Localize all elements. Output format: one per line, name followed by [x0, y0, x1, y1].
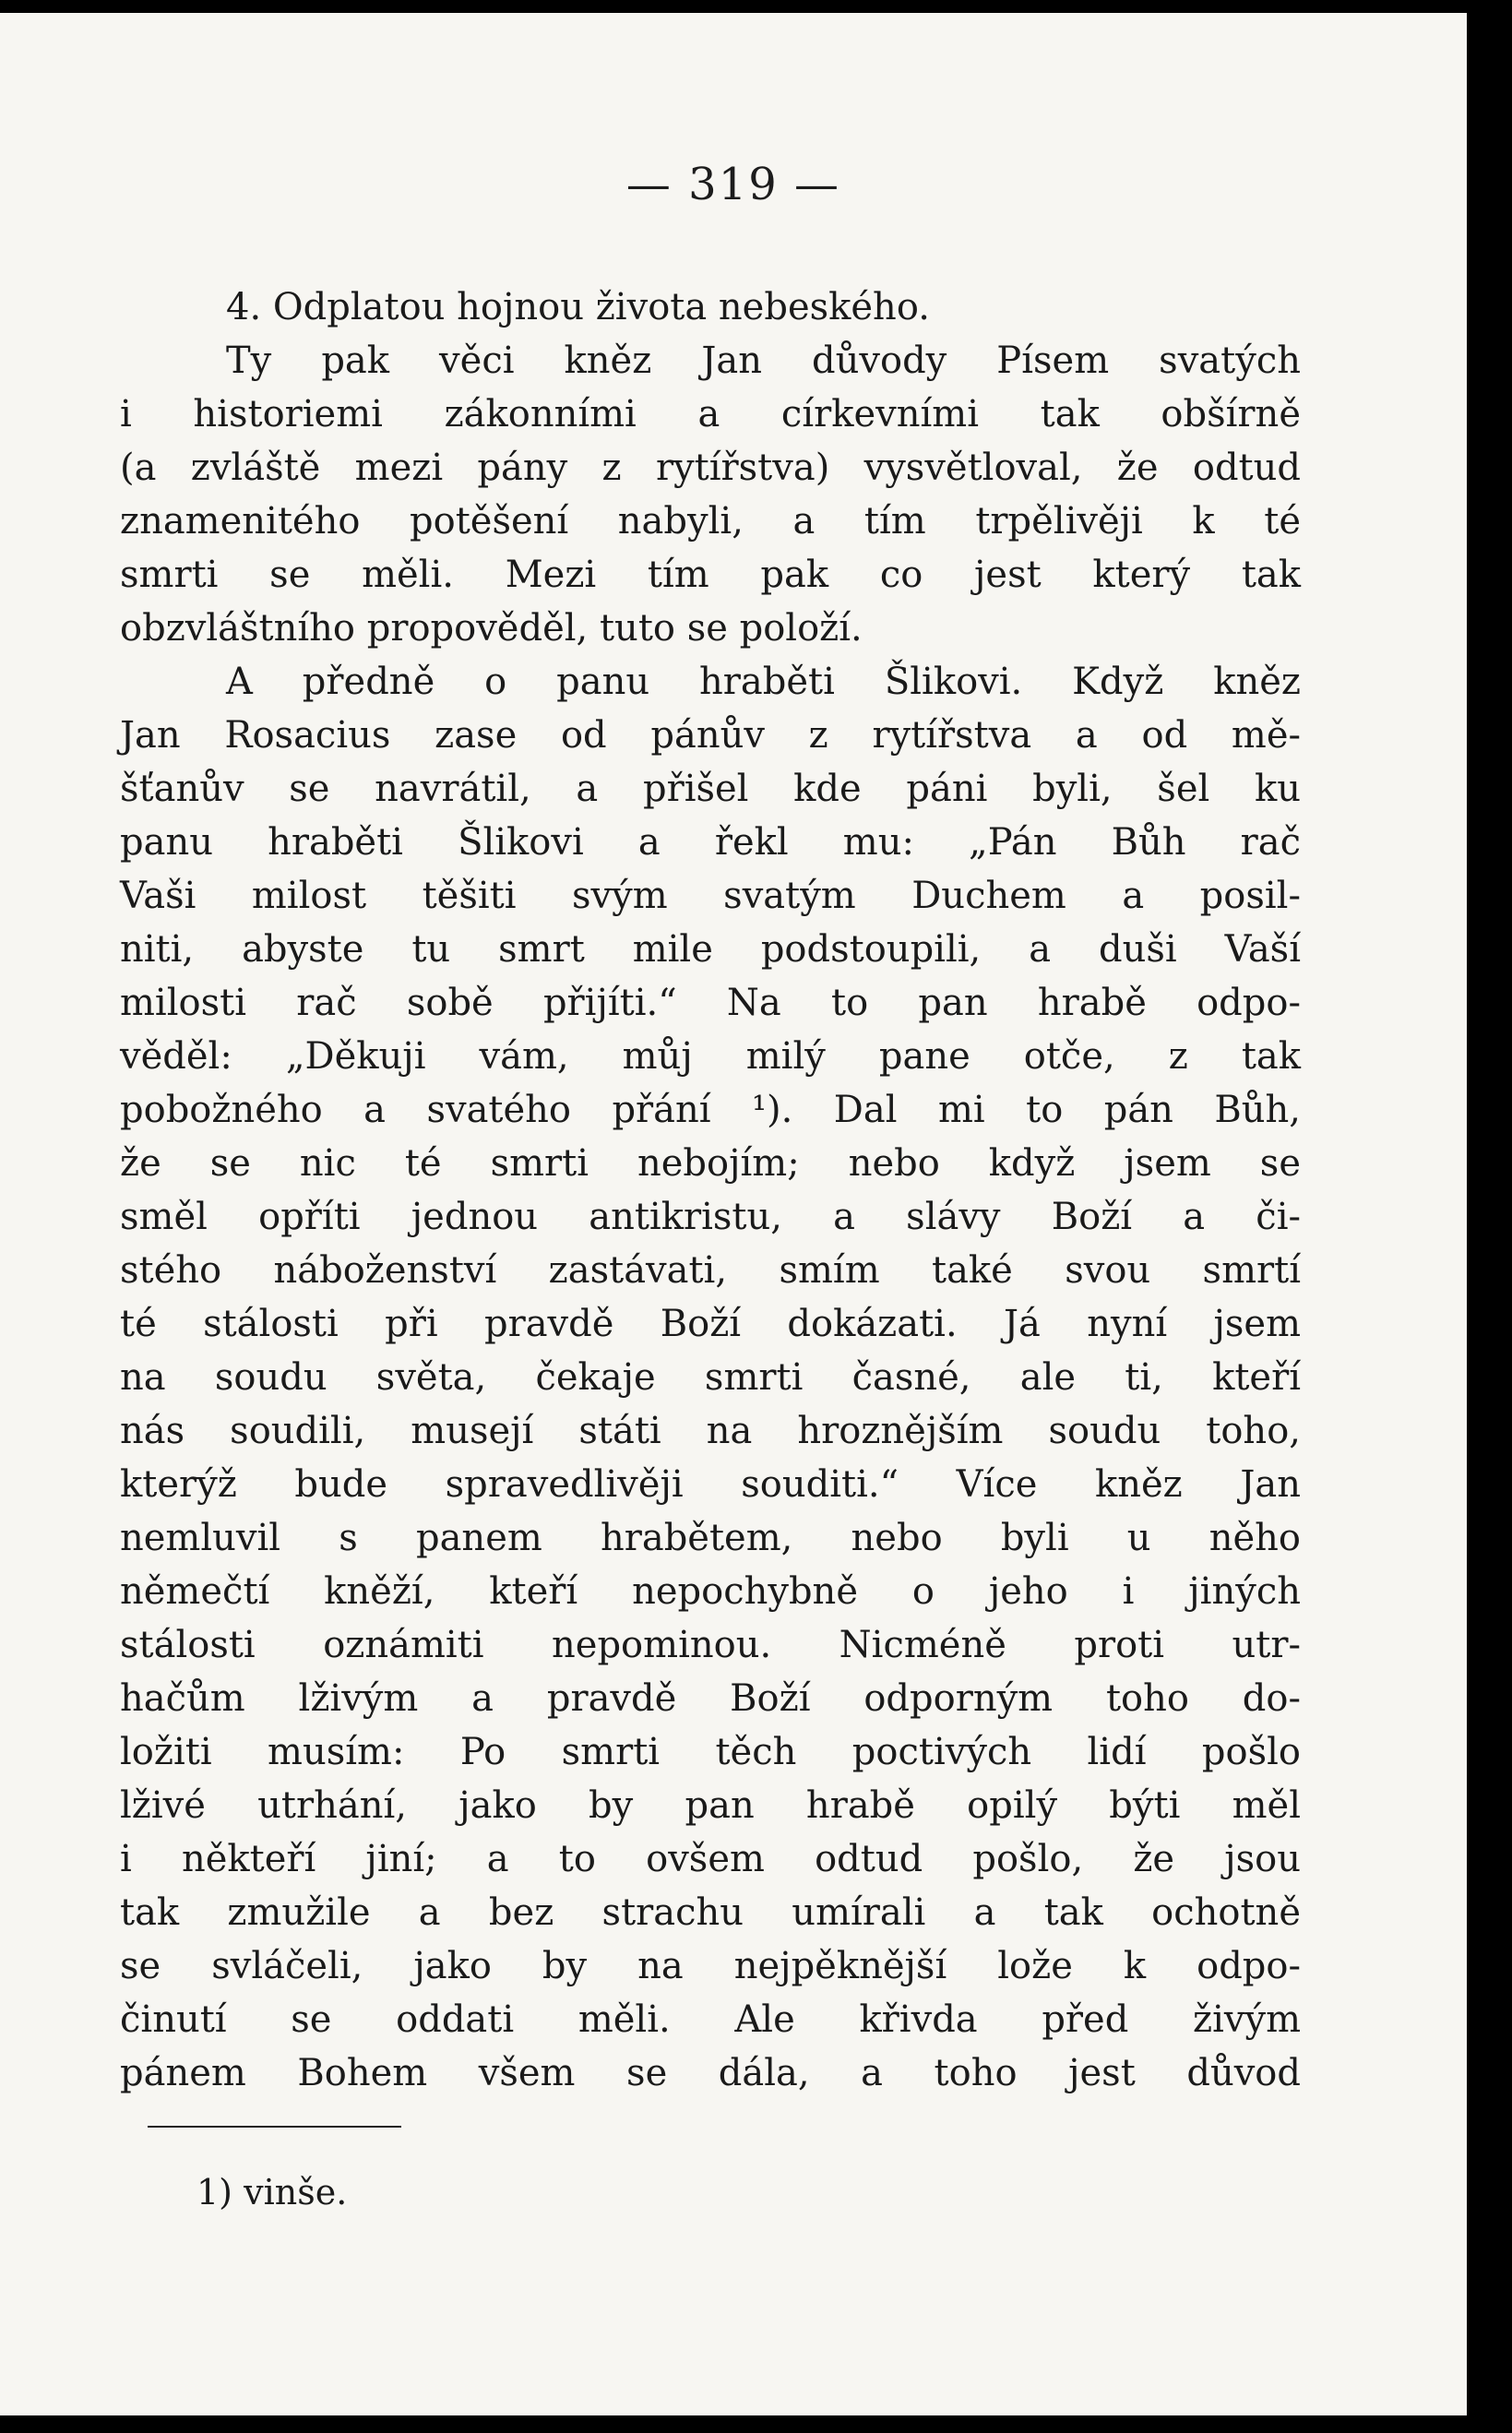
text-line: stálosti oznámiti nepominou. Nicméně proti utr- [120, 1624, 1301, 1666]
text-line: činutí se oddati měli. Ale křivda před živým [120, 1998, 1301, 2041]
text-line: šťanův se navrátil, a přišel kde páni byli, šel ku [120, 768, 1301, 810]
text-line: panu hraběti Šlikovi a řekl mu: „Pán Bůh rač [120, 821, 1301, 864]
text-line: pánem Bohem všem se dála, a toho jest důvod [120, 2052, 1301, 2094]
text-line: nemluvil s panem hrabětem, nebo byli u něho [120, 1517, 1301, 1559]
footnote [196, 2172, 347, 2212]
footnote-text: vinše. [244, 2172, 348, 2212]
text-line: němečtí kněží, kteří nepochybně o jeho i jiných [120, 1570, 1301, 1613]
text-line: obzvláštního propověděl, tuto se položí. [120, 607, 863, 650]
footnote-marker: 1) [196, 2172, 233, 2212]
text-line: na soudu světa, čekaje smrti časné, ale ti, kteří [120, 1356, 1301, 1399]
text-line: A předně o panu hraběti Šlikovi. Když kněz [226, 661, 1301, 703]
book-page [0, 13, 1467, 2415]
text-line: znamenitého potěšení nabyli, a tím trpělivěji k té [120, 500, 1301, 543]
text-line: té stálosti při pravdě Boží dokázati. Já nyní jsem [120, 1303, 1301, 1345]
footnote-divider [148, 2126, 401, 2128]
text-line: nás soudili, musejí státi na hroznějším soudu toho, [120, 1410, 1301, 1452]
text-line: Vaši milost těšiti svým svatým Duchem a posil- [120, 875, 1301, 917]
text-line: směl opříti jednou antikristu, a slávy Boží a či- [120, 1196, 1301, 1238]
text-line: lživé utrhání, jako by pan hrabě opilý býti měl [120, 1784, 1301, 1827]
text-line: že se nic té smrti nebojím; nebo když jsem se [120, 1142, 1301, 1185]
text-line: milosti rač sobě přijíti.“ Na to pan hrabě odpo- [120, 982, 1301, 1024]
text-line: (a zvláště mezi pány z rytířstva) vysvětloval, že odtud [120, 447, 1301, 489]
text-line: kterýž bude spravedlivěji souditi.“ Více kněz Jan [120, 1463, 1301, 1506]
text-line: smrti se měli. Mezi tím pak co jest který tak [120, 554, 1301, 596]
page-edge [1467, 0, 1512, 2433]
text-line: Jan Rosacius zase od pánův z rytířstva a od mě- [120, 714, 1301, 757]
text-line: věděl: „Děkuji vám, můj milý pane otče, z tak [120, 1035, 1301, 1078]
text-line: hačům lživým a pravdě Boží odporným toho do- [120, 1677, 1301, 1720]
text-line: Ty pak věci kněz Jan důvody Písem svatých [226, 340, 1301, 382]
text-line: i někteří jiní; a to ovšem odtud pošlo, že jsou [120, 1838, 1301, 1880]
text-line: i historiemi zákonními a církevními tak obšírně [120, 393, 1301, 435]
text-line: 4. Odplatou hojnou života nebeského. [226, 286, 930, 328]
text-line: stého náboženství zastávati, smím také svou smrtí [120, 1249, 1301, 1292]
text-line: pobožného a svatého přání ¹). Dal mi to pán Bůh, [120, 1089, 1301, 1131]
text-line: tak zmužile a bez strachu umírali a tak ochotně [120, 1891, 1301, 1934]
page-number: — 319 — [625, 159, 841, 210]
text-line: se svláčeli, jako by na nejpěknější lože k odpo- [120, 1945, 1301, 1987]
text-line: niti, abyste tu smrt mile podstoupili, a duši Vaší [120, 928, 1301, 971]
text-line: ložiti musím: Po smrti těch poctivých lidí pošlo [120, 1731, 1301, 1773]
